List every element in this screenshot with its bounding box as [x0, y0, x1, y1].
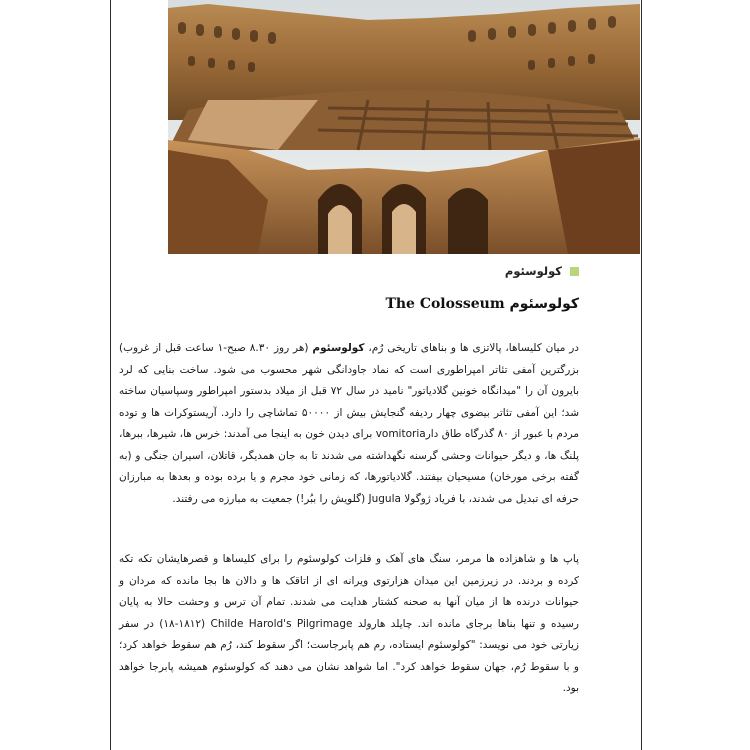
- p1-bold-colosseum: کولوسئوم: [312, 342, 365, 354]
- caption-square-icon: [570, 267, 579, 276]
- section-heading: [385, 296, 579, 312]
- heading-fa: کولوسئوم: [509, 296, 579, 312]
- heading-en: The Colosseum: [385, 296, 505, 312]
- p1-text-e: برای دیدن خون به اینجا می آمدند: خرس ها، شیرها، ببرها، پلنگ ها، و دیگر حیوانات وحشی گرسنه نگهداشته می شدند تا به جان همدیگر، قاتلان، اسیران جنگی و (به گفته برخی مورخان) مسیحیان بیفتند. گلادیاتورها، که زمانی خود مجرم و یا برده بوده و بعدها به مبارزان حرفه ای تبدیل می شدند، با فریاد ژوگولا: [119, 428, 579, 505]
- colosseum-photo: [168, 0, 640, 254]
- book-page: [110, 0, 642, 750]
- caption-text: کولوسئوم: [504, 264, 562, 278]
- photo-caption: [505, 264, 579, 278]
- p2-text-c: (۱۸۱۲-۱۸) در سفر زیارتی خود می نویسد: "کولوسئوم ایستاده، رم هم پابرجاست؛ اگر سقوط کند، رُم هم سقوط خواهد کرد؛ و با سقوط رُم، جهان سقوط خواهد کرد". اما شواهد نشان می دهند که کولوسئوم همیشه پابرجا خواهد بود.: [119, 617, 579, 694]
- p2-childe-harold: Childe Harold's Pilgrimage: [210, 617, 353, 630]
- p1-vomitoria: vomitoria: [375, 428, 426, 440]
- p1-text-a: در میان کلیساها، پالاتزی ها و بناهای تاریخی رُم،: [364, 342, 579, 354]
- p1-text-g: (گلویش را ببُر!) جمعیت به مبارزه می رفتند.: [172, 492, 369, 505]
- paragraph-2: [119, 549, 579, 700]
- p1-jugula: Jugula: [368, 492, 401, 505]
- p2-text-a: پاپ ها و شاهزاده ها مرمر، سنگ های آهک و فلزات کولوسئوم را برای کلیساها و قصرهایشان تکه تکه کرده و بردند. در زیرزمین این میدان هزارتوی ویرانه ای از اتاقک ها و دالان ها بجا مانده که مردان و حیوانات درنده ها از میان آنها به صحنه کشتار هدایت می شدند. تمام آن ترس و وحشت حالا به پایان رسیده و تنها بناها برجای مانده اند. چایلد هارولد: [119, 553, 580, 630]
- paragraph-1: [119, 338, 579, 510]
- p1-text-c: (هر روز ۸.۳۰ صبح-۱ ساعت قبل از غروب) بزرگترین آمفی تئاتر امپراطوری است که نماد جاودانگی شهر محسوب می شود. ساخت بنایی که لرد بایرون آن را "میدانگاه خونین گلادیاتور" نامید در سال ۷۲ قبل از میلاد بدستور امپراطور وسپاسیان ساخته شد؛ این آمفی تئاتر بیضوی چهار ردیفه گنجایش بیش از ۵۰۰۰۰ تماشاچی را دارد. آریستوکرات ها و توده مردم با عبور از ۸۰ گذرگاه طاق دار: [119, 342, 579, 440]
